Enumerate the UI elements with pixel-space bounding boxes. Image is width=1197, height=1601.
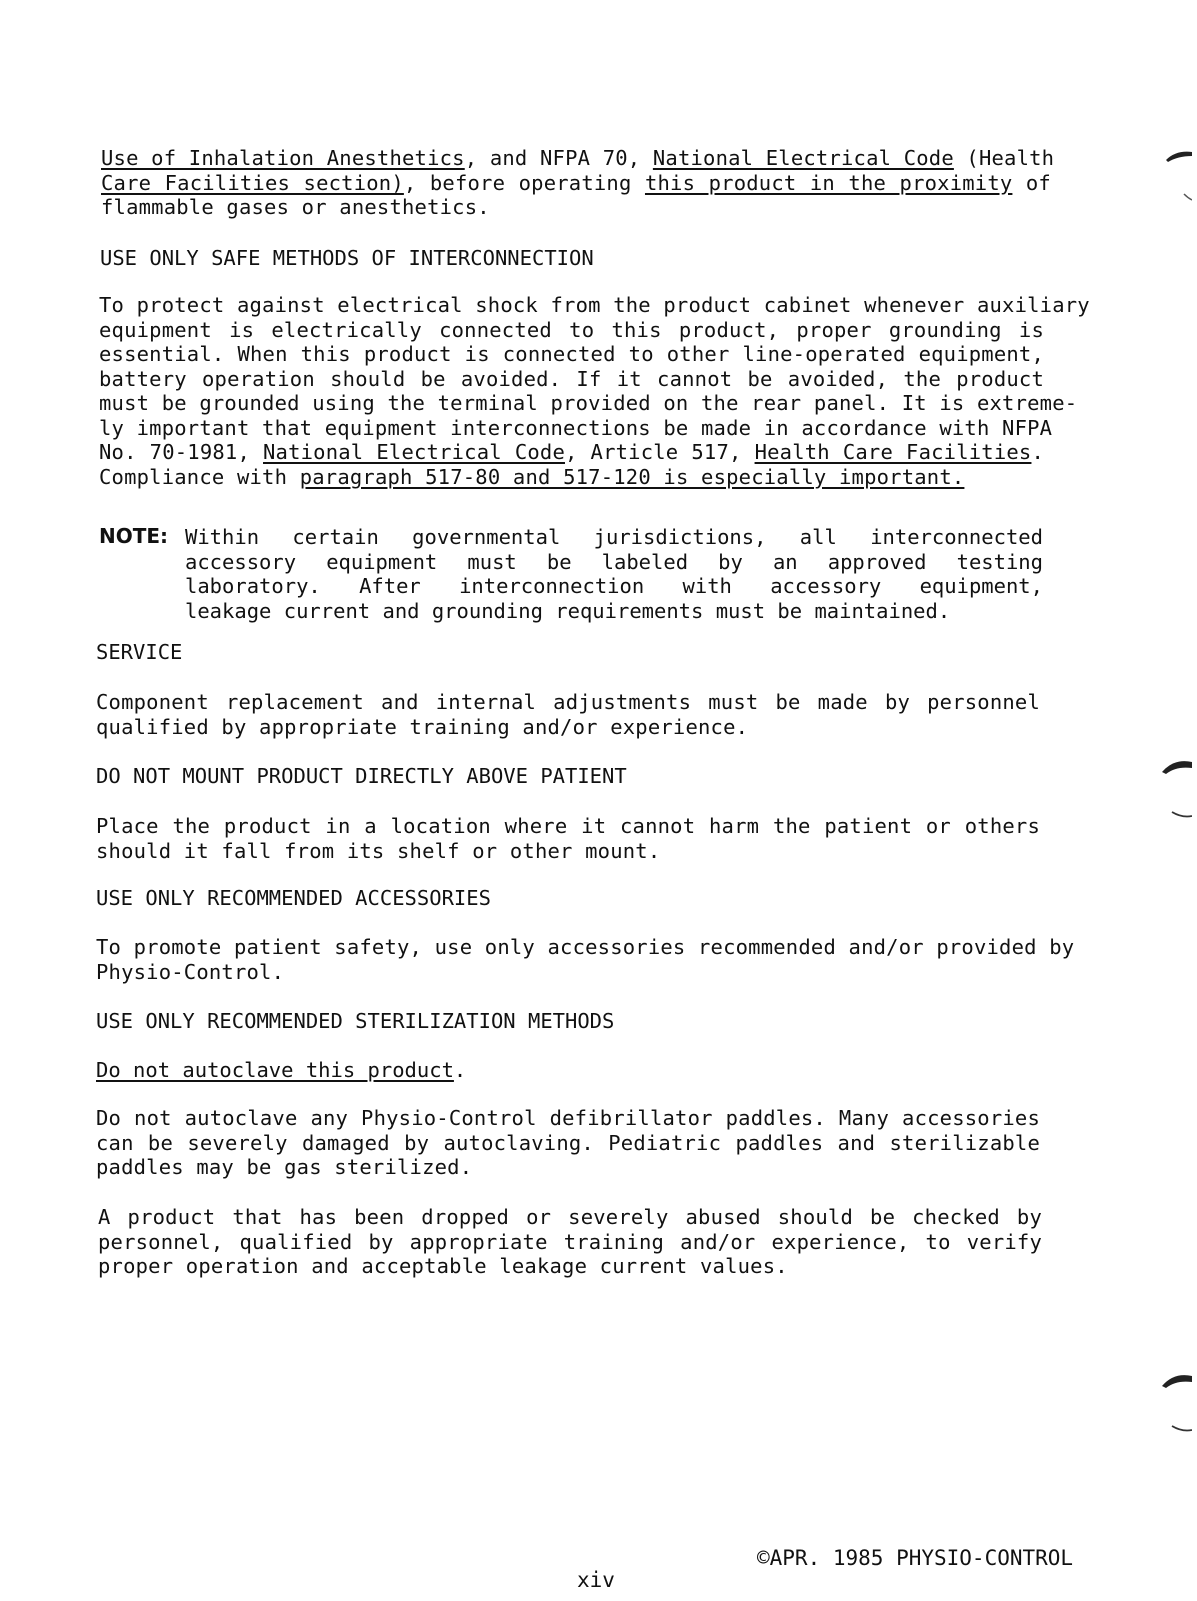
underlined-text: paragraph 517-80 and 517-120 is especially important.: [299, 464, 965, 489]
text-run: .: [453, 1058, 467, 1082]
note-line: leakage current and grounding requirements must be maintained.: [185, 598, 951, 623]
interconnection-paragraph: [99, 293, 1090, 489]
text-run: (Health: [953, 146, 1055, 170]
paragraph-line: equipment is electrically connected to this product, proper grounding is: [99, 317, 1044, 342]
intro-paragraph: [101, 146, 1055, 220]
section-heading-interconnection: USE ONLY SAFE METHODS OF INTERCONNECTION: [100, 246, 594, 270]
underlined-warning: Do not autoclave this product: [96, 1058, 454, 1082]
page-number: xiv: [577, 1568, 615, 1592]
paragraph-line: Place the product in a location where it cannot harm the patient or others: [96, 814, 1040, 838]
accessories-paragraph: [96, 935, 1075, 984]
paragraph-line: To promote patient safety, use only accessories recommended and/or provided by: [96, 935, 1075, 959]
text-run: , Article 517,: [564, 440, 755, 464]
paragraph-line: can be severely damaged by autoclaving. Pediatric paddles and sterilizable: [96, 1130, 1040, 1155]
paragraph-line: To protect against electrical shock from the product cabinet whenever auxiliary: [99, 293, 1090, 317]
paragraph-line: ly important that equipment interconnections be made in accordance with NFPA: [99, 415, 1053, 440]
paragraph-line: Component replacement and internal adjustments must be made by personnel: [96, 690, 1040, 714]
section-heading-sterilization: USE ONLY RECOMMENDED STERILIZATION METHODS: [96, 1009, 615, 1033]
binder-hole-mark: [1162, 756, 1192, 826]
paragraph-line: A product that has been dropped or severely abused should be checked by: [98, 1205, 1042, 1229]
note-label: NOTE:: [99, 524, 169, 548]
dropped-product-paragraph: [98, 1205, 1042, 1279]
paragraph-line: must be grounded using the terminal provided on the rear panel. It is extreme-: [99, 391, 1078, 415]
underlined-title: Care Facilities section): [101, 170, 404, 195]
binder-hole-mark: [1162, 1370, 1192, 1440]
note-line: Within certain governmental jurisdictions, all interconnected: [185, 525, 1043, 549]
paragraph-line: [99, 440, 1044, 465]
intro-line-2: [101, 171, 1051, 196]
note-body: [185, 525, 1043, 623]
intro-line-3: flammable gases or anesthetics.: [101, 195, 490, 219]
paragraph-line: [99, 465, 1044, 490]
paddles-paragraph: [96, 1106, 1040, 1180]
paragraph-line: qualified by appropriate training and/or experience.: [96, 714, 749, 739]
text-run: , and NFPA 70,: [464, 146, 653, 170]
text-run: , before operating: [403, 170, 645, 195]
service-paragraph: [96, 690, 1040, 739]
mounting-paragraph: [96, 814, 1040, 863]
intro-line-1: [101, 146, 1055, 171]
section-heading-accessories: USE ONLY RECOMMENDED ACCESSORIES: [96, 886, 491, 910]
underlined-title: Use of Inhalation Anesthetics: [101, 146, 465, 170]
paragraph-line: proper operation and acceptable leakage current values.: [98, 1254, 788, 1278]
section-heading-mounting: DO NOT MOUNT PRODUCT DIRECTLY ABOVE PATIENT: [96, 764, 627, 788]
paragraph-line: battery operation should be avoided. If it cannot be avoided, the product: [99, 366, 1044, 391]
autoclave-warning: [96, 1058, 466, 1082]
paragraph-line: essential. When this product is connected to other line-operated equipment,: [99, 342, 1044, 366]
paragraph-line: should it fall from its shelf or other mount.: [96, 838, 661, 863]
text-run: .: [1031, 440, 1044, 464]
underlined-text: this product in the proximity: [644, 170, 1013, 195]
section-heading-service: SERVICE: [96, 640, 183, 664]
copyright-notice: ©APR. 1985 PHYSIO-CONTROL: [757, 1546, 1074, 1570]
paragraph-line: Physio-Control.: [96, 959, 285, 984]
underlined-title: Health Care Facilities: [754, 440, 1032, 464]
binder-hole-mark: [1162, 146, 1192, 206]
text-run: No. 70-1981,: [99, 440, 264, 464]
text-run: Compliance with: [99, 464, 300, 489]
note-line: accessory equipment must be labeled by an approved testing: [185, 549, 1043, 574]
text-run: of: [1012, 170, 1051, 195]
underlined-title: National Electrical Code: [652, 146, 954, 170]
paragraph-line: personnel, qualified by appropriate training and/or experience, to verify: [98, 1229, 1042, 1254]
note-line: laboratory. After interconnection with accessory equipment,: [185, 574, 1043, 598]
paragraph-line: Do not autoclave any Physio-Control defibrillator paddles. Many accessories: [96, 1106, 1040, 1130]
paragraph-line: paddles may be gas sterilized.: [96, 1155, 473, 1179]
underlined-title: National Electrical Code: [263, 440, 565, 464]
